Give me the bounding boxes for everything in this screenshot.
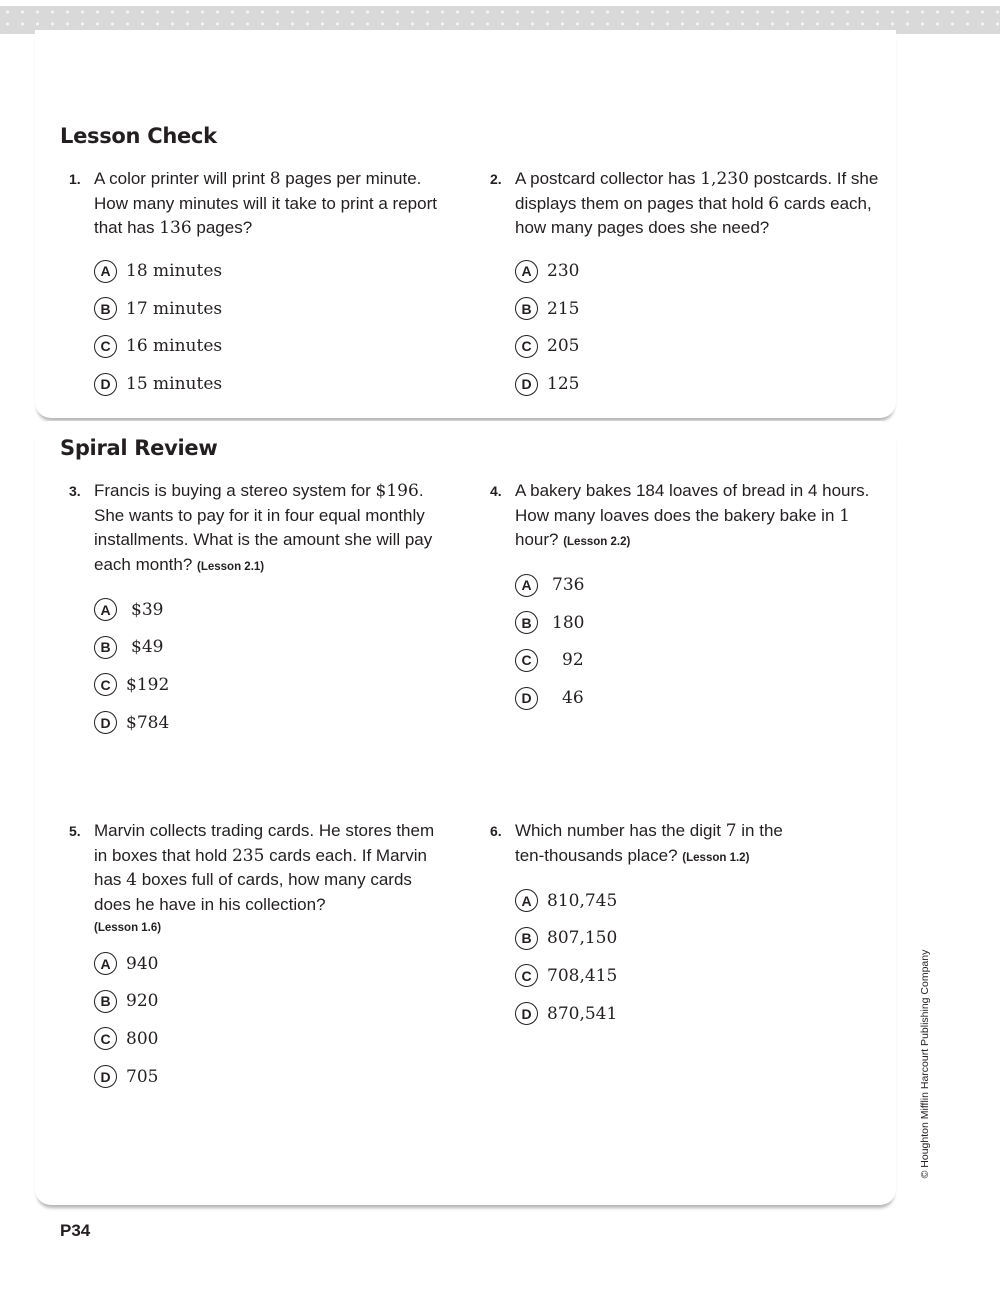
option-letter-c: C [515, 964, 538, 987]
text-number: 1,230 [700, 169, 749, 189]
option-letter-b: B [94, 636, 117, 659]
option-a[interactable] [94, 253, 450, 291]
option-letter-d: D [94, 373, 117, 396]
option-c[interactable] [94, 1020, 450, 1058]
option-letter-d: D [515, 687, 538, 710]
option-value: 92 [562, 650, 584, 671]
question-number: 3. [69, 483, 81, 499]
option-letter-c: C [94, 335, 117, 358]
question-2 [481, 167, 886, 403]
option-letter-c: C [515, 649, 538, 672]
option-letter-a: A [515, 260, 538, 283]
text-part: Which number has the digit [515, 821, 726, 840]
option-d[interactable] [515, 679, 886, 717]
text-number: 6 [768, 193, 780, 214]
text-number: 136 [159, 218, 192, 238]
text-number: 1 [839, 505, 850, 526]
option-value: 807,150 [547, 928, 618, 949]
option-a[interactable] [94, 591, 450, 629]
lesson-reference: (Lesson 1.6) [94, 922, 162, 934]
option-a[interactable] [515, 882, 886, 920]
option-value: 18 minutes [126, 261, 223, 282]
option-value: $39 [131, 599, 164, 620]
text-part: . She wants to pay for it in four equal monthly installments. What is the amount she will pay each month? [94, 481, 433, 574]
option-value: $192 [126, 674, 170, 695]
question-text [60, 167, 450, 241]
option-d[interactable] [515, 995, 886, 1033]
option-d[interactable] [515, 365, 886, 403]
spiral-review-title: Spiral Review [60, 436, 218, 460]
option-a[interactable] [94, 945, 450, 983]
text-number: 235 [231, 845, 265, 866]
option-d[interactable] [94, 365, 450, 403]
text-number: 7 [725, 821, 737, 841]
option-value: 940 [126, 953, 159, 974]
text-part: A postcard collector has [515, 169, 701, 188]
option-c[interactable] [515, 957, 886, 995]
answer-options [481, 253, 886, 403]
option-c[interactable] [515, 328, 886, 366]
text-part: cards each. If Marvin has [94, 845, 427, 889]
question-number: 5. [69, 823, 81, 839]
page-number: P34 [60, 1221, 91, 1240]
answer-options [60, 253, 450, 403]
option-letter-d: D [515, 373, 538, 396]
option-value: 17 minutes [126, 298, 223, 319]
option-value: 810,745 [547, 890, 618, 911]
text-part: in the ten-thousands place? [515, 821, 783, 865]
text-part: boxes full of cards, how many cards does he have in his collection? [94, 870, 412, 914]
option-b[interactable] [515, 290, 886, 328]
option-letter-b: B [515, 927, 538, 950]
text-part: pages per minute. How many minutes will it take to print a report that has [94, 169, 437, 237]
lesson-reference: (Lesson 2.1) [197, 560, 265, 573]
answer-options [481, 567, 886, 717]
option-value: 870,541 [547, 1003, 618, 1024]
option-b[interactable] [94, 629, 450, 667]
text-part: Marvin collects trading cards. He stores them in boxes that hold [94, 821, 435, 865]
question-number: 2. [490, 171, 502, 187]
option-value: 215 [547, 298, 580, 319]
option-letter-c: C [94, 1027, 117, 1050]
option-value: 16 minutes [126, 336, 223, 357]
option-letter-b: B [515, 297, 538, 320]
option-value: 736 [552, 575, 585, 596]
lesson-reference: (Lesson 2.2) [563, 536, 631, 548]
option-letter-c: C [515, 335, 538, 358]
option-value: 125 [547, 374, 580, 395]
option-a[interactable] [515, 253, 886, 291]
option-value: 800 [126, 1028, 159, 1049]
answer-options [60, 591, 450, 741]
option-value: $784 [126, 712, 170, 733]
option-letter-a: A [515, 574, 538, 597]
option-c[interactable] [94, 666, 450, 704]
question-number: 4. [490, 483, 502, 499]
option-letter-b: B [94, 990, 117, 1013]
option-letter-a: A [515, 889, 538, 912]
question-4 [481, 479, 886, 717]
question-text [481, 479, 886, 555]
question-text [481, 167, 886, 241]
option-value: 708,415 [547, 965, 618, 986]
option-value: 15 minutes [126, 374, 223, 395]
question-6 [481, 819, 886, 1032]
option-d[interactable] [94, 704, 450, 742]
option-letter-a: A [94, 260, 117, 283]
text-part: A bakery bakes 184 loaves of bread in 4 hours. How many loaves does the bakery bake in [515, 481, 870, 525]
question-number: 1. [69, 171, 81, 187]
option-letter-b: B [515, 611, 538, 634]
option-letter-c: C [94, 673, 117, 696]
option-letter-a: A [94, 952, 117, 975]
question-3 [60, 479, 450, 741]
question-number: 6. [490, 823, 502, 839]
copyright-notice: © Houghton Mifflin Harcourt Publishing Company [919, 949, 931, 1179]
option-value: 920 [126, 991, 159, 1012]
question-1 [60, 167, 450, 403]
question-text [481, 819, 811, 870]
answer-options [481, 882, 886, 1032]
option-letter-d: D [94, 1065, 117, 1088]
text-part: cards each, how many pages does she need? [515, 193, 872, 237]
question-text [60, 479, 450, 579]
option-a[interactable] [515, 567, 886, 605]
option-d[interactable] [94, 1058, 450, 1096]
option-value: $49 [131, 637, 164, 658]
text-number: 4 [126, 870, 137, 890]
text-part: pages? [191, 218, 253, 237]
option-value: 205 [547, 336, 580, 357]
text-number: $196 [375, 481, 419, 501]
text-number: 8 [269, 169, 281, 189]
question-5 [60, 819, 450, 1095]
option-b[interactable] [94, 983, 450, 1021]
text-part: postcards. If she displays them on pages that hold [515, 169, 879, 213]
option-b[interactable] [515, 920, 886, 958]
answer-options [60, 945, 450, 1095]
option-letter-d: D [94, 711, 117, 734]
question-text [60, 819, 450, 939]
text-part: A color printer will print [94, 169, 270, 188]
option-b[interactable] [94, 290, 450, 328]
option-c[interactable] [94, 328, 450, 366]
lesson-check-title: Lesson Check [60, 124, 217, 148]
text-part: hour? [515, 530, 564, 549]
option-value: 230 [547, 261, 580, 282]
text-part: Francis is buying a stereo system for [94, 481, 376, 500]
lesson-reference: (Lesson 1.2) [682, 851, 750, 864]
option-letter-d: D [515, 1002, 538, 1025]
option-b[interactable] [515, 604, 886, 642]
option-letter-b: B [94, 297, 117, 320]
option-c[interactable] [515, 642, 886, 680]
option-value: 705 [126, 1066, 159, 1087]
option-value: 46 [562, 688, 584, 709]
option-value: 180 [552, 612, 585, 633]
option-letter-a: A [94, 598, 117, 621]
